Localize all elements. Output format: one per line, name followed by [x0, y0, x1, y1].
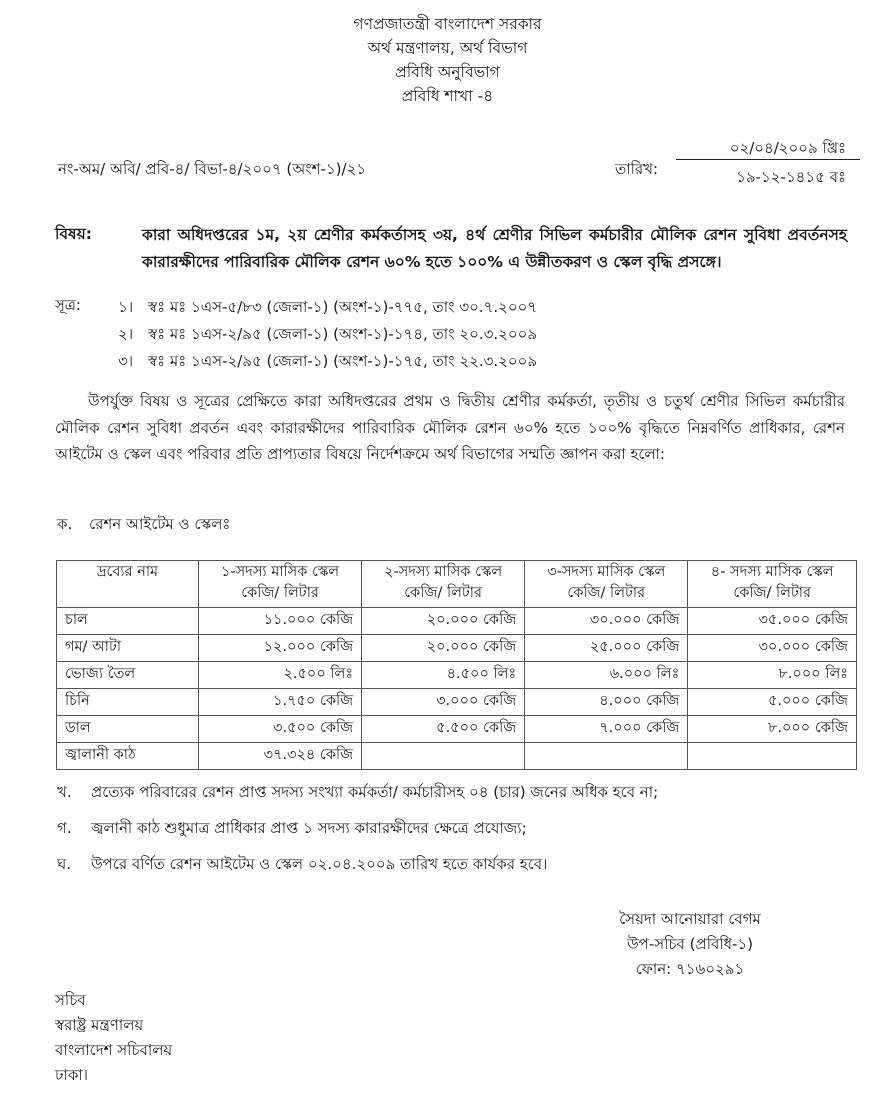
recipient-address	[55, 988, 172, 1088]
ministry-name: অর্থ মন্ত্রণালয়, অর্থ বিভাগ	[367, 39, 528, 57]
reference-text: স্বঃ মঃ ১এস-২/৯৫ (জেলা-১) (অংশ-১)-১৭৪, তাং ২০.৩.২০০৯	[148, 325, 538, 343]
signatory-name: সৈয়দা আনোয়ারা বেগম	[619, 910, 761, 928]
clause-text: উপরে বর্ণিত রেশন আইটেম ও স্কেল ০২.০৪.২০০৯ তারিখ হতে কার্যকর হবে।	[91, 855, 548, 873]
column-header-3-member: ৩-সদস্য মাসিক স্কেল কেজি/ লিটার	[525, 561, 688, 608]
government-name: গণপ্রজাতন্ত্রী বাংলাদেশ সরকার	[353, 15, 542, 33]
clause-item	[57, 774, 658, 810]
reference-item	[118, 294, 537, 321]
ration-table	[56, 560, 857, 770]
scale-value-cell: ৮.০০০ কেজি	[688, 716, 857, 743]
recipient-ministry: স্বরাষ্ট্র মন্ত্রণালয়	[55, 1016, 144, 1034]
clause-label: ঘ.	[57, 855, 72, 873]
scale-value-cell: ২.৫০০ লিঃ	[199, 662, 362, 689]
scale-value-cell: ৭.০০০ কেজি	[525, 716, 688, 743]
signature-block	[560, 907, 820, 982]
column-header-2-member: ২-সদস্য মাসিক স্কেল কেজি/ লিটার	[362, 561, 525, 608]
reference-label: সূত্র:	[55, 296, 81, 314]
date-bengali: ১৯-১২-১৪১৫ বঃ	[736, 168, 846, 186]
reference-text: স্বঃ মঃ ১এস-৫/৮৩ (জেলা-১) (অংশ-১)-৭৭৫, তাং ৩০.৭.২০০৭	[148, 298, 538, 316]
scale-value-cell: ৩০.০০০ কেজি	[688, 635, 857, 662]
section-title: রেশন আইটেম ও স্কেলঃ	[89, 515, 231, 533]
wing-name: প্রবিধি অনুবিভাগ	[395, 63, 500, 81]
scale-value-cell: ২০.০০০ কেজি	[362, 608, 525, 635]
table-row	[57, 716, 857, 743]
scale-value-cell	[525, 743, 688, 770]
scale-value-cell: ১১.০০০ কেজি	[199, 608, 362, 635]
clause-list	[57, 774, 658, 882]
scale-value-cell: ৪.৫০০ লিঃ	[362, 662, 525, 689]
item-name-cell: জ্বালানী কাঠ	[57, 743, 199, 770]
reference-number: ৩।	[118, 352, 134, 370]
scale-value-cell	[362, 743, 525, 770]
scale-value-cell: ৮.০০০ লিঃ	[688, 662, 857, 689]
section-label: ক.	[57, 515, 73, 533]
table-row	[57, 608, 857, 635]
column-header-4-member: ৪- সদস্য মাসিক স্কেল কেজি/ লিটার	[688, 561, 857, 608]
subject-label: বিষয়:	[55, 225, 92, 243]
scale-value-cell: ২০.০০০ কেজি	[362, 635, 525, 662]
clause-text: জ্বলানী কাঠ শুধুমাত্র প্রাধিকার প্রাপ্ত ১ সদস্য কারারক্ষীদের ক্ষেত্রে প্রযোজ্য;	[91, 819, 527, 837]
scale-value-cell: ৩৭.৩২৪ কেজি	[199, 743, 362, 770]
date-label: তারিখ:	[615, 160, 659, 178]
branch-name: প্রবিধি শাখা -৪	[401, 87, 494, 105]
scale-value-cell: ৪.০০০ কেজি	[525, 689, 688, 716]
item-name-cell: চিনি	[57, 689, 199, 716]
scale-value-cell: ৫.৫০০ কেজি	[362, 716, 525, 743]
reference-list	[118, 294, 537, 375]
item-name-cell: চাল	[57, 608, 199, 635]
recipient-city: ঢাকা।	[55, 1066, 89, 1084]
scale-value-cell: ৩৫.০০০ কেজি	[688, 608, 857, 635]
table-row	[57, 662, 857, 689]
clause-label: খ.	[57, 783, 72, 801]
date-block	[676, 137, 860, 188]
subject-text: কারা অধিদপ্তরের ১ম, ২য় শ্রেণীর কর্মকর্তাসহ ৩য়, ৪র্থ শ্রেণীর সিভিল কর্মচারীর মৌলিক রেশন সুবিধা প্রবর্তনসহ কারারক্ষীদের পারিবারিক মৌলিক রেশন ৬০% হতে ১০০% এ উন্নীতকরণ ও স্কেল বৃদ্ধি প্রসঙ্গে।	[142, 226, 847, 271]
reference-number: ১।	[118, 298, 134, 316]
scale-value-cell: ১২.০০০ কেজি	[199, 635, 362, 662]
scale-value-cell: ৩০.০০০ কেজি	[525, 608, 688, 635]
clause-text: প্রত্যেক পরিবারের রেশন প্রাপ্ত সদস্য সংখ্যা কর্মকর্তা/ কর্মচারীসহ ০৪ (চার) জনের অধিক হবে না;	[91, 783, 659, 801]
clause-item	[57, 846, 658, 882]
signatory-phone: ফোন: ৭১৬০২৯১	[635, 960, 745, 978]
table-row	[57, 635, 857, 662]
section-ka-heading	[57, 513, 230, 538]
clause-label: গ.	[57, 819, 72, 837]
column-header-item: দ্রব্যের নাম	[57, 561, 199, 608]
signatory-designation: উপ-সচিব (প্রবিধি-১)	[626, 935, 754, 953]
letterhead	[0, 12, 895, 108]
table-row	[57, 689, 857, 716]
body-paragraph: উপর্যুক্ত বিষয় ও সূত্রের প্রেক্ষিতে কারা অধিদপ্তরের প্রথম ও দ্বিতীয় শ্রেণীর কর্মকর্তা, তৃতীয় ও চতুর্থ শ্রেণীর সিভিল কর্মচারীর মৌলিক রেশন সুবিধা প্রবর্তন এবং কারারক্ষীদের পারিবারিক মৌলিক রেশন ৬০% হতে ১০০% বৃদ্ধিতে নিম্নবর্ণিত প্রাধিকার, রেশন আইটেম ও স্কেল এবং পরিবার প্রতি প্রাপ্যতার বিষয়ে নির্দেশক্রমে অর্থ বিভাগের সম্মতি জ্ঞাপন করা হলো:	[55, 392, 845, 463]
scale-value-cell: ১.৭৫০ কেজি	[199, 689, 362, 716]
reference-item	[118, 321, 537, 348]
recipient-office: বাংলাদেশ সচিবালয়	[55, 1041, 173, 1059]
scale-value-cell	[688, 743, 857, 770]
reference-number: ২।	[118, 325, 134, 343]
recipient-title: সচিব	[55, 991, 86, 1009]
table-header-row	[57, 561, 857, 608]
scale-value-cell: ৩.০০০ কেজি	[362, 689, 525, 716]
item-name-cell: গম/ আটা	[57, 635, 199, 662]
memo-number: নং-অম/ অবি/ প্রবি-৪/ বিভা-৪/২০০৭ (অংশ-১)/২১	[58, 160, 367, 178]
scale-value-cell: ২৫.০০০ কেজি	[525, 635, 688, 662]
clause-item	[57, 810, 658, 846]
item-name-cell: ডাল	[57, 716, 199, 743]
table-row	[57, 743, 857, 770]
scale-value-cell: ৬.০০০ লিঃ	[525, 662, 688, 689]
column-header-1-member: ১-সদস্য মাসিক স্কেল কেজি/ লিটার	[199, 561, 362, 608]
scale-value-cell: ৩.৫০০ কেজি	[199, 716, 362, 743]
reference-item	[118, 348, 537, 375]
item-name-cell: ভোজ্য তৈল	[57, 662, 199, 689]
reference-text: স্বঃ মঃ ১এস-২/৯৫ (জেলা-১) (অংশ-১)-১৭৫, তাং ২২.৩.২০০৯	[148, 352, 538, 370]
scale-value-cell: ৫.০০০ কেজি	[688, 689, 857, 716]
date-gregorian: ০২/০৪/২০০৯ খ্রিঃ	[676, 137, 860, 160]
